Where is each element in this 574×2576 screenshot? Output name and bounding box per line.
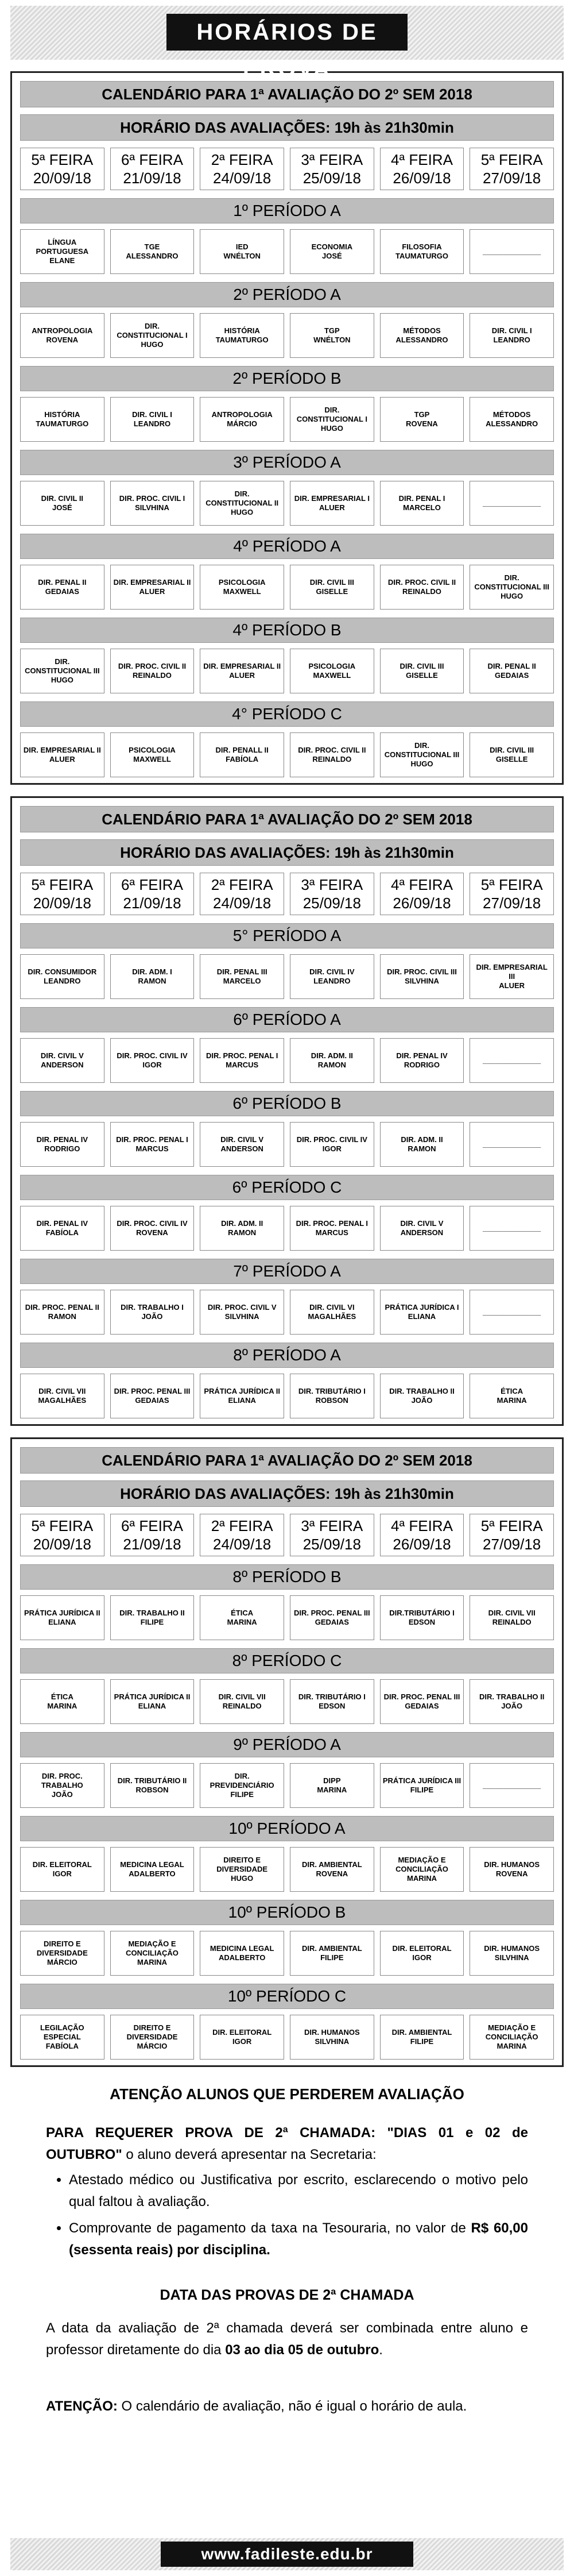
period-header: 6º PERÍODO B (20, 1091, 554, 1116)
exam-cell: DIR. PROC. CIVIL IV IGOR (290, 1122, 374, 1167)
exam-cell: MÉTODOS ALESSANDRO (470, 397, 554, 442)
day-header (20, 873, 104, 915)
period-row (20, 1847, 554, 1892)
exam-cell: DIR. PROC. CIVIL III SILVHINA (380, 954, 464, 999)
days-header (20, 148, 554, 190)
exam-cell: TGE ALESSANDRO (110, 229, 195, 274)
period-row (20, 1931, 554, 1976)
exam-cell: DIR. PENAL IV RODRIGO (380, 1038, 464, 1083)
exam-cell: HISTÓRIA TAUMATURGO (200, 313, 284, 358)
period-header: 4º PERÍODO A (20, 534, 554, 559)
exam-cell: DIR. PROC. CIVIL II REINALDO (380, 565, 464, 610)
exam-cell: DIR. CIVIL III GISELLE (380, 649, 464, 693)
period-header: 10º PERÍODO A (20, 1816, 554, 1841)
day-name: 5ª FEIRA (31, 876, 94, 893)
exam-cell: IED WNÉLTON (200, 229, 284, 274)
exam-cell: DIR. PROC. PENAL II RAMON (20, 1290, 104, 1335)
day-header (470, 1514, 554, 1556)
period-row (20, 1679, 554, 1724)
day-name: 5ª FEIRA (31, 151, 94, 168)
exam-cell: ÉTICA MARINA (200, 1595, 284, 1640)
schedule-blocks (0, 71, 574, 2067)
exam-cell: DIPP MARINA (290, 1763, 374, 1808)
exam-cell: DIR. PENAL IV FABÍOLA (20, 1206, 104, 1251)
exam-cell: ______________ (470, 229, 554, 274)
exam-cell: DIR. PENAL III MARCELO (200, 954, 284, 999)
schedule-block (10, 71, 564, 785)
period-row (20, 1374, 554, 1418)
period-row (20, 1763, 554, 1808)
exam-cell: DIR. CONSTITUCIONAL III HUGO (470, 565, 554, 610)
period-header: 10º PERÍODO B (20, 1900, 554, 1925)
notice-intro-bold: PARA REQUERER PROVA DE 2ª CHAMADA: "DIAS 01 e 02 de OUTUBRO" (46, 2125, 528, 2162)
day-date: 26/09/18 (393, 1536, 451, 1553)
exam-cell: DIR. ELEITORAL IGOR (380, 1931, 464, 1976)
day-name: 2ª FEIRA (211, 151, 273, 168)
day-header (110, 1514, 195, 1556)
exam-cell: DIR. CONSTITUCIONAL I HUGO (110, 313, 195, 358)
day-date: 24/09/18 (213, 894, 272, 912)
period-header: 1º PERÍODO A (20, 198, 554, 223)
day-header (200, 873, 284, 915)
exam-cell: DIR. CIVIL IV LEANDRO (290, 954, 374, 999)
exam-cell: MEDIAÇÃO E CONCILIAÇÃO MARINA (380, 1847, 464, 1892)
day-date: 24/09/18 (213, 1536, 272, 1553)
exam-cell: DIR. CIVIL V ANDERSON (20, 1038, 104, 1083)
period-header: 8º PERÍODO C (20, 1648, 554, 1673)
day-date: 25/09/18 (302, 894, 361, 912)
exam-cell: DIR. PROC. PENAL I MARCUS (110, 1122, 195, 1167)
day-header (380, 1514, 464, 1556)
day-name: 6ª FEIRA (121, 151, 183, 168)
period-row (20, 1595, 554, 1640)
exam-cell: DIR. EMPRESARIAL I ALUER (290, 481, 374, 526)
notice-section (46, 2083, 528, 2417)
exam-cell: DIR. PROC. PENAL III GEDAIAS (290, 1595, 374, 1640)
exam-cell: DIR. AMBIENTAL FILIPE (290, 1931, 374, 1976)
calendar-title: CALENDÁRIO PARA 1ª AVALIAÇÃO DO 2º SEM 2018 (20, 1447, 554, 1474)
period-header: 3º PERÍODO A (20, 450, 554, 475)
exam-cell: DIR. PROC. PENAL III GEDAIAS (110, 1374, 195, 1418)
exam-cell: ______________ (470, 1290, 554, 1335)
day-name: 5ª FEIRA (480, 151, 543, 168)
day-name: 4ª FEIRA (391, 1517, 453, 1534)
period-header: 2º PERÍODO B (20, 366, 554, 391)
exam-cell: DIR. AMBIENTAL FILIPE (380, 2015, 464, 2060)
exam-cell: DIR. TRIBUTÁRIO I ROBSON (290, 1374, 374, 1418)
exam-cell: PRÁTICA JURÍDICA II ELIANA (110, 1679, 195, 1724)
exam-cell: DIR. PROC. TRABALHO JOÃO (20, 1763, 104, 1808)
exam-cell: DIR. EMPRESARIAL II ALUER (20, 732, 104, 777)
exam-cell: DIR. PROC. PENAL I MARCUS (200, 1038, 284, 1083)
day-header (20, 148, 104, 190)
exam-cell: DIR. CIVIL V ANDERSON (380, 1206, 464, 1251)
exam-cell: MEDICINA LEGAL ADALBERTO (200, 1931, 284, 1976)
exam-cell: DIR. CIVIL III GISELLE (290, 565, 374, 610)
exam-cell: ______________ (470, 1206, 554, 1251)
days-header (20, 873, 554, 915)
days-header (20, 1514, 554, 1556)
exam-cell: DIR. PENAL IV RODRIGO (20, 1122, 104, 1167)
exam-cell: DIR. PROC. CIVIL V SILVHINA (200, 1290, 284, 1335)
period-row (20, 649, 554, 693)
day-name: 5ª FEIRA (480, 1517, 543, 1534)
period-row (20, 481, 554, 526)
exam-cell: PRÁTICA JURÍDICA I ELIANA (380, 1290, 464, 1335)
exam-cell: MÉTODOS ALESSANDRO (380, 313, 464, 358)
exam-cell: DIR. ADM. II RAMON (200, 1206, 284, 1251)
exam-cell: ______________ (470, 481, 554, 526)
day-date: 26/09/18 (393, 169, 451, 187)
exam-hours-title: HORÁRIO DAS AVALIAÇÕES: 19h às 21h30min (20, 839, 554, 866)
exam-cell: DIR. AMBIENTAL ROVENA (290, 1847, 374, 1892)
period-row (20, 1122, 554, 1167)
exam-cell: DIR. CIVIL VII REINALDO (200, 1679, 284, 1724)
period-header: 6º PERÍODO C (20, 1175, 554, 1200)
schedule-block (10, 796, 564, 1426)
requirement-fee: R$ 60,00 (sessenta reais) por disciplina. (69, 2220, 529, 2258)
exam-cell: ______________ (470, 1763, 554, 1808)
requirement-item: • Atestado médico ou Justificativa por escrito, esclarecendo o motivo pelo qual faltou à avaliação. (69, 2169, 528, 2213)
requirement-item (69, 2218, 528, 2261)
exam-cell: DIR. PROC. CIVIL IV IGOR (110, 1038, 195, 1083)
day-header (290, 1514, 374, 1556)
day-date: 25/09/18 (302, 1536, 361, 1553)
exam-cell: DIR. CIVIL V ANDERSON (200, 1122, 284, 1167)
exam-cell: ______________ (470, 1038, 554, 1083)
exam-cell: DIR. TRIBUTÁRIO II ROBSON (110, 1763, 195, 1808)
period-row (20, 565, 554, 610)
footer-banner (10, 2538, 564, 2570)
exam-cell: DIR. CONSUMIDOR LEANDRO (20, 954, 104, 999)
dates-heading: DATA DAS PROVAS DE 2ª CHAMADA (160, 2287, 414, 2303)
day-date: 27/09/18 (483, 894, 541, 912)
exam-cell: TGP WNÉLTON (290, 313, 374, 358)
exam-cell: DIR. CONSTITUCIONAL III HUGO (380, 732, 464, 777)
exam-cell: LEGILAÇÃO ESPECIAL FABÍOLA (20, 2015, 104, 2060)
day-name: 3ª FEIRA (301, 151, 363, 168)
exam-cell: DIR. PROC. CIVIL II REINALDO (110, 649, 195, 693)
exam-cell: DIR. PENAL II GEDAIAS (470, 649, 554, 693)
exam-cell: DIR. HUMANOS ROVENA (470, 1847, 554, 1892)
day-header (110, 873, 195, 915)
header-banner (10, 6, 564, 82)
day-header (110, 148, 195, 190)
exam-cell: DIR. EMPRESARIAL II ALUER (110, 565, 195, 610)
exam-cell: DIR. PENAL I MARCELO (380, 481, 464, 526)
day-name: 2ª FEIRA (211, 876, 273, 893)
requirements-list (46, 2169, 528, 2261)
exam-cell: DIR. PENAL II GEDAIAS (20, 565, 104, 610)
day-date: 21/09/18 (123, 1536, 181, 1553)
exam-cell: ÉTICA MARINA (470, 1374, 554, 1418)
dates-text-part: A data da avaliação de 2ª chamada deverá ser combinada entre aluno e professor diretamente do dia (46, 2320, 528, 2358)
day-date: 21/09/18 (123, 894, 181, 912)
day-header (290, 873, 374, 915)
attention-note (46, 2396, 528, 2417)
dates-end: . (379, 2342, 383, 2358)
exam-cell: ECONOMIA JOSÉ (290, 229, 374, 274)
exam-cell: DIR. CIVIL VII MAGALHÃES (20, 1374, 104, 1418)
period-row (20, 954, 554, 999)
exam-cell: DIR. CONSTITUCIONAL II HUGO (200, 481, 284, 526)
calendar-title: CALENDÁRIO PARA 1ª AVALIAÇÃO DO 2º SEM 2018 (20, 81, 554, 107)
exam-cell: DIR. EMPRESARIAL III ALUER (470, 954, 554, 999)
day-name: 6ª FEIRA (121, 1517, 183, 1534)
period-header: 2º PERÍODO A (20, 282, 554, 307)
exam-cell: PRÁTICA JURÍDICA II ELIANA (20, 1595, 104, 1640)
period-header: 4º PERÍODO B (20, 618, 554, 643)
exam-cell: DIREITO E DIVERSIDADE MÁRCIO (110, 2015, 195, 2060)
exam-cell: DIR. HUMANOS SILVHINA (290, 2015, 374, 2060)
calendar-title: CALENDÁRIO PARA 1ª AVALIAÇÃO DO 2º SEM 2018 (20, 806, 554, 832)
period-header: 5° PERÍODO A (20, 923, 554, 948)
period-row (20, 397, 554, 442)
day-date: 20/09/18 (33, 894, 91, 912)
day-date: 27/09/18 (483, 1536, 541, 1553)
day-name: 4ª FEIRA (391, 151, 453, 168)
exam-cell: PRÁTICA JURÍDICA II ELIANA (200, 1374, 284, 1418)
exam-cell: DIR. TRABALHO II FILIPE (110, 1595, 195, 1640)
exam-cell: DIR. CIVIL I LEANDRO (470, 313, 554, 358)
day-name: 4ª FEIRA (391, 876, 453, 893)
exam-cell: PSICOLOGIA MAXWELL (110, 732, 195, 777)
exam-cell: PSICOLOGIA MAXWELL (290, 649, 374, 693)
period-row (20, 1038, 554, 1083)
exam-cell: TGP ROVENA (380, 397, 464, 442)
day-name: 5ª FEIRA (480, 876, 543, 893)
exam-cell: DIREITO E DIVERSIDADE MÁRCIO (20, 1931, 104, 1976)
exam-cell: DIR. PROC. PENAL III GEDAIAS (380, 1679, 464, 1724)
exam-cell: ANTROPOLOGIA ROVENA (20, 313, 104, 358)
day-header (290, 148, 374, 190)
exam-hours-title: HORÁRIO DAS AVALIAÇÕES: 19h às 21h30min (20, 1480, 554, 1507)
exam-cell: DIR. CIVIL VI MAGALHÃES (290, 1290, 374, 1335)
day-name: 3ª FEIRA (301, 1517, 363, 1534)
exam-cell: DIR. TRABALHO II JOÃO (380, 1374, 464, 1418)
day-header (20, 1514, 104, 1556)
exam-cell: DIR. PENALL II FABÍOLA (200, 732, 284, 777)
attention-label: ATENÇÃO: (46, 2398, 118, 2414)
period-row (20, 1206, 554, 1251)
notice-intro-rest: o aluno deverá apresentar na Secretaria: (122, 2147, 377, 2162)
period-header: 8º PERÍODO B (20, 1564, 554, 1590)
day-date: 26/09/18 (393, 894, 451, 912)
website-link[interactable]: www.fadileste.edu.br (161, 2542, 413, 2567)
day-date: 25/09/18 (302, 169, 361, 187)
attention-text: O calendário de avaliação, não é igual o horário de aula. (117, 2398, 467, 2414)
exam-cell: DIR. ADM. II RAMON (380, 1122, 464, 1167)
exam-cell: DIR. ELEITORAL IGOR (20, 1847, 104, 1892)
day-header (470, 148, 554, 190)
day-header (200, 1514, 284, 1556)
period-row (20, 732, 554, 777)
exam-cell: LÍNGUA PORTUGUESA ELANE (20, 229, 104, 274)
day-name: 3ª FEIRA (301, 876, 363, 893)
exam-cell: DIR. TRABALHO II JOÃO (470, 1679, 554, 1724)
day-header (380, 873, 464, 915)
requirement-text: Comprovante de pagamento da taxa na Tesouraria, no valor de (69, 2220, 471, 2236)
exam-cell: DIR.TRIBUTÁRIO I EDSON (380, 1595, 464, 1640)
exam-cell: MEDICINA LEGAL ADALBERTO (110, 1847, 195, 1892)
day-header (200, 148, 284, 190)
period-header: 4° PERÍODO C (20, 701, 554, 727)
day-name: 5ª FEIRA (31, 1517, 94, 1534)
schedule-block (10, 1437, 564, 2067)
exam-cell: DIR. TRIBUTÁRIO I EDSON (290, 1679, 374, 1724)
exam-cell: HISTÓRIA TAUMATURGO (20, 397, 104, 442)
day-date: 24/09/18 (213, 169, 272, 187)
exam-cell: ______________ (470, 1122, 554, 1167)
day-date: 21/09/18 (123, 169, 181, 187)
exam-cell: DIR. CIVIL I LEANDRO (110, 397, 195, 442)
exam-cell: MEDIAÇÃO E CONCILIAÇÃO MARINA (470, 2015, 554, 2060)
exam-cell: PSICOLOGIA MAXWELL (200, 565, 284, 610)
day-header (380, 148, 464, 190)
exam-cell: DIR. ELEITORAL IGOR (200, 2015, 284, 2060)
dates-text (46, 2317, 528, 2361)
day-header (470, 873, 554, 915)
notice-heading: ATENÇÃO ALUNOS QUE PERDEREM AVALIAÇÃO (110, 2085, 464, 2103)
period-row (20, 1290, 554, 1335)
exam-cell: ANTROPOLOGIA MÁRCIO (200, 397, 284, 442)
exam-hours-title: HORÁRIO DAS AVALIAÇÕES: 19h às 21h30min (20, 114, 554, 141)
period-header: 6º PERÍODO A (20, 1007, 554, 1032)
exam-cell: DIR. ADM. II RAMON (290, 1038, 374, 1083)
exam-cell: DIR. CIVIL II JOSÉ (20, 481, 104, 526)
day-date: 20/09/18 (33, 169, 91, 187)
day-name: 2ª FEIRA (211, 1517, 273, 1534)
exam-cell: DIR. CIVIL VII REINALDO (470, 1595, 554, 1640)
exam-cell: DIR. CONSTITUCIONAL III HUGO (20, 649, 104, 693)
notice-intro (46, 2122, 528, 2166)
period-row (20, 313, 554, 358)
exam-cell: DIREITO E DIVERSIDADE HUGO (200, 1847, 284, 1892)
exam-cell: DIR. CONSTITUCIONAL I HUGO (290, 397, 374, 442)
period-header: 8º PERÍODO A (20, 1343, 554, 1368)
exam-cell: PRÁTICA JURÍDICA III FILIPE (380, 1763, 464, 1808)
exam-cell: ÉTICA MARINA (20, 1679, 104, 1724)
period-header: 9º PERÍODO A (20, 1732, 554, 1757)
day-date: 20/09/18 (33, 1536, 91, 1553)
exam-cell: DIR. HUMANOS SILVHINA (470, 1931, 554, 1976)
exam-cell: DIR. ADM. I RAMON (110, 954, 195, 999)
exam-cell: FILOSOFIA TAUMATURGO (380, 229, 464, 274)
exam-cell: DIR. PROC. CIVIL II REINALDO (290, 732, 374, 777)
exam-cell: MEDIAÇÃO E CONCILIAÇÃO MARINA (110, 1931, 195, 1976)
period-row (20, 229, 554, 274)
exam-cell: DIR. PROC. CIVIL IV ROVENA (110, 1206, 195, 1251)
exam-cell: DIR. EMPRESARIAL II ALUER (200, 649, 284, 693)
day-name: 6ª FEIRA (121, 876, 183, 893)
exam-cell: DIR. TRABALHO I JOÃO (110, 1290, 195, 1335)
exam-cell: DIR. PREVIDENCIÁRIO FILIPE (200, 1763, 284, 1808)
day-date: 27/09/18 (483, 169, 541, 187)
exam-cell: DIR. PROC. CIVIL I SILVHINA (110, 481, 195, 526)
period-header: 7º PERÍODO A (20, 1259, 554, 1284)
dates-range: 03 ao dia 05 de outubro (225, 2342, 379, 2358)
page-title: HORÁRIOS DE PROVA (166, 14, 408, 51)
period-row (20, 2015, 554, 2060)
exam-cell: DIR. CIVIL III GISELLE (470, 732, 554, 777)
exam-cell: DIR. PROC. PENAL I MARCUS (290, 1206, 374, 1251)
period-header: 10º PERÍODO C (20, 1984, 554, 2009)
